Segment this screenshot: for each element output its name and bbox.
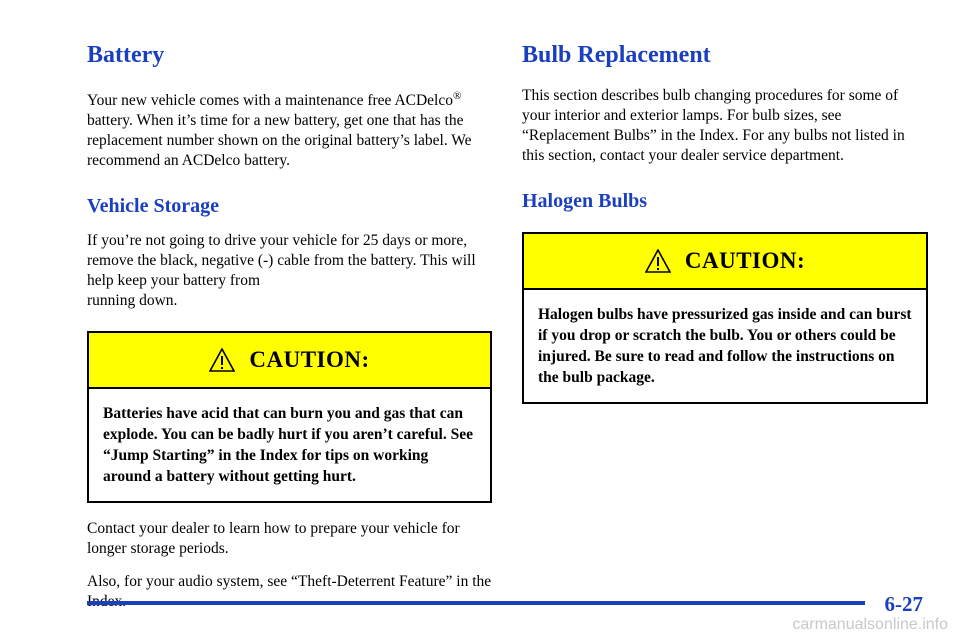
caution-title: CAUTION: <box>249 347 370 373</box>
battery-text-2: battery. When it’s time for a new battery, get one that has the replacement number shown on the original battery’s label. We recommend an ACDelco battery. <box>87 112 472 170</box>
caution-header <box>524 234 926 290</box>
footer-rule <box>87 601 865 605</box>
storage-paragraph <box>87 231 492 311</box>
left-column <box>87 40 492 625</box>
page-number: 6-27 <box>884 592 923 616</box>
bulb-replacement-heading: Bulb Replacement <box>522 42 711 68</box>
battery-paragraph <box>87 86 492 171</box>
dealer-paragraph: Contact your dealer to learn how to prepare your vehicle for longer storage periods. <box>87 520 460 558</box>
caution-text: Halogen bulbs have pressurized gas inside and can burst if you drop or scratch the bulb. You or others could be injured. Be sure to read and follow the instructions on the bulb package. <box>538 306 912 386</box>
halogen-bulbs-heading: Halogen Bulbs <box>522 190 648 212</box>
halogen-caution-box <box>522 232 928 404</box>
warning-triangle-icon <box>645 249 671 273</box>
storage-text-1: If you’re not going to drive your vehicle for 25 days or more, remove the black, negative (-) cable from the battery. This will help keep your battery from <box>87 232 476 290</box>
caution-title: CAUTION: <box>684 248 806 273</box>
bulb-paragraph: This section describes bulb changing procedures for some of your interior and exterior lamps. For bulb sizes, see “Replacement Bulbs” in the Index. For any bulbs not listed in this section, contact your dealer service department. <box>522 87 905 164</box>
storage-text-2: running down. <box>87 292 178 310</box>
caution-header <box>89 333 490 389</box>
warning-triangle-icon <box>209 348 235 372</box>
right-column <box>522 40 928 420</box>
vehicle-storage-heading: Vehicle Storage <box>87 195 220 218</box>
registered-mark: ® <box>453 90 462 102</box>
audio-paragraph: Also, for your audio system, see “Theft-Deterrent Feature” in the <box>87 573 492 591</box>
caution-text: Batteries have acid that can burn you and gas that can explode. You can be badly hurt if you aren’t careful. See “Jump Starting” in the Index for tips on working around a battery without getting hurt. <box>103 405 473 486</box>
battery-caution-box <box>87 331 492 503</box>
battery-heading: Battery <box>87 42 165 68</box>
battery-text-1: Your new vehicle comes with a maintenance free ACDelco <box>87 92 453 110</box>
watermark: carmanualsonline.info <box>792 616 948 633</box>
